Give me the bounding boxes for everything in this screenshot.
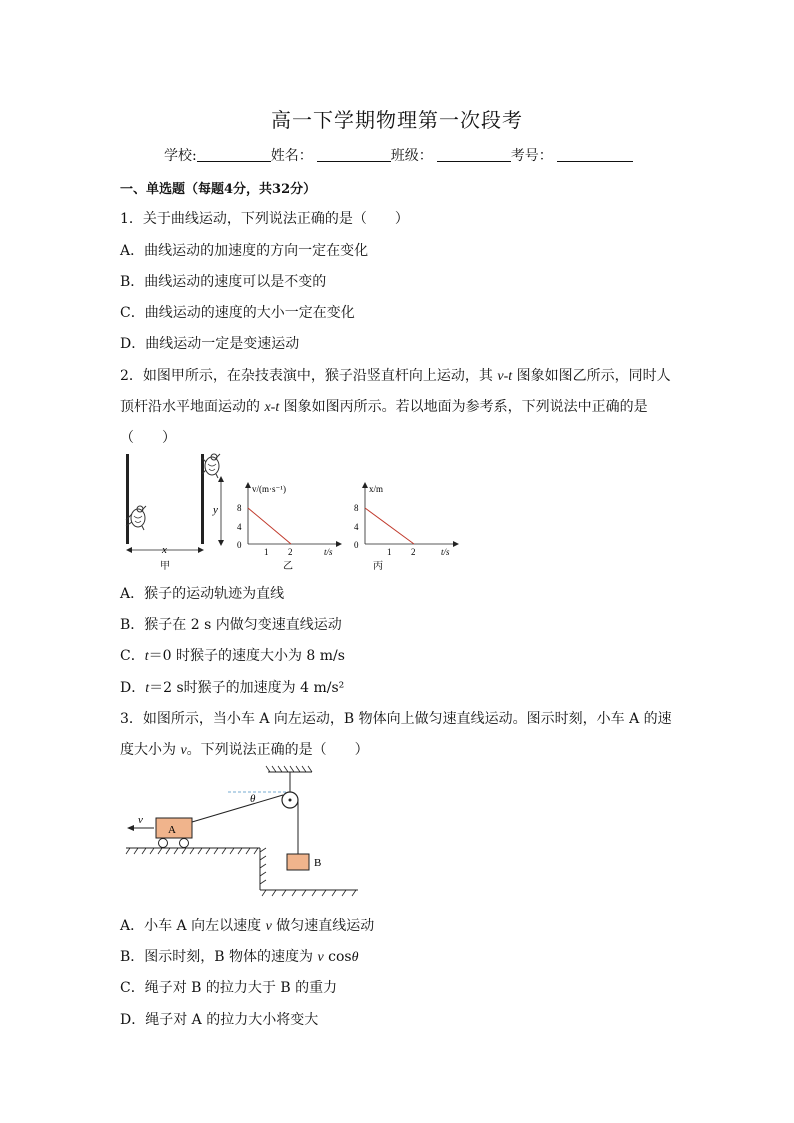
- theta-label: θ: [250, 793, 256, 805]
- bing-ylabel: x/m: [369, 484, 384, 494]
- yi-tick-0: 0: [237, 540, 242, 550]
- wheel-icon: [159, 839, 168, 848]
- q2-chart-yi: [228, 480, 348, 572]
- yi-tick-2: 2: [288, 547, 293, 557]
- label-y: y: [213, 504, 218, 516]
- caption-bing: 丙: [373, 561, 383, 572]
- caption-yi: 乙: [283, 561, 293, 572]
- theta-symbol: θ: [351, 950, 359, 965]
- caption-jia: 甲: [160, 561, 170, 572]
- q1-option-a: A．曲线运动的加速度的方向一定在变化: [120, 243, 369, 259]
- yi-ylabel: v/(m·s⁻¹): [252, 484, 286, 494]
- step-hatch: [260, 848, 266, 884]
- arrow-head: [245, 482, 251, 488]
- option-text: 做匀速直线运动: [271, 918, 375, 934]
- q2-stem-line2: [120, 396, 648, 416]
- class-label: 班级：: [390, 148, 433, 164]
- name-label: 姓名：: [270, 148, 313, 164]
- option-text: ＝2 s时猴子的加速度为 4 m/s²: [149, 680, 345, 696]
- option-text: ＝0 时猴子的速度大小为 8 m/s: [148, 648, 345, 664]
- label-v: v: [138, 814, 143, 826]
- option-text: C．: [120, 648, 145, 664]
- bing-tick-0: 0: [354, 540, 359, 550]
- option-text: A．小车 A 向左以速度: [120, 918, 266, 934]
- student-info-line: [164, 145, 633, 165]
- school-blank[interactable]: [197, 147, 271, 162]
- class-blank[interactable]: [437, 147, 511, 162]
- pole-left: [126, 454, 129, 544]
- q3-stem-line2: [120, 739, 369, 759]
- yi-tick-4: 4: [237, 522, 242, 532]
- option-text: cos: [323, 949, 352, 965]
- pole-right: [201, 454, 204, 544]
- pulley-axle: [289, 799, 292, 802]
- yi-xlabel: t/s: [324, 547, 333, 557]
- arrow-head: [336, 541, 342, 547]
- q3-stem-text: 度大小为: [120, 742, 181, 758]
- q3-stem-text: 。下列说法正确的是（ ）: [186, 742, 369, 758]
- q2-option-b: B．猴子在 2 s 内做匀变速直线运动: [120, 617, 342, 633]
- label-x: x: [162, 544, 167, 556]
- label-b: B: [314, 857, 322, 869]
- q2-chart-bing: [345, 480, 465, 572]
- q3-option-b: [120, 946, 359, 966]
- rope-to-a: [192, 795, 283, 822]
- label-a: A: [168, 824, 176, 836]
- bing-series-line: [365, 508, 414, 544]
- page-title: 高一下学期物理第一次段考: [271, 108, 523, 132]
- yi-tick-8: 8: [237, 503, 242, 513]
- wheel-icon: [180, 839, 189, 848]
- q2-xt-symbol: x-t: [264, 400, 280, 415]
- q1-stem: 1．关于曲线运动，下列说法正确的是（ ）: [120, 211, 409, 227]
- q3-option-a: [120, 915, 374, 935]
- q3-option-c: C．绳子对 B 的拉力大于 B 的重力: [120, 980, 338, 996]
- bing-tick-4: 4: [354, 522, 359, 532]
- monkey-icon: [202, 454, 220, 478]
- name-blank[interactable]: [317, 147, 391, 162]
- arrow-head: [218, 540, 224, 546]
- v-symbol: v: [180, 743, 187, 758]
- bing-tick-8: 8: [354, 503, 359, 513]
- q3-figure: [120, 762, 370, 902]
- arrow-head: [453, 541, 459, 547]
- section-heading: 一、单选题（每题4分，共32分）: [120, 182, 317, 197]
- v-symbol: v: [265, 919, 272, 934]
- bing-tick-2: 2: [411, 547, 416, 557]
- q2-stem-line1: [120, 365, 671, 385]
- t-symbol: t: [145, 681, 150, 696]
- option-text: B．图示时刻，B 物体的速度为: [120, 949, 318, 965]
- ceiling-hatch: [266, 766, 312, 772]
- q2-option-d: [120, 677, 344, 697]
- t-symbol: t: [144, 649, 149, 664]
- ground-hatch: [126, 848, 258, 854]
- q2-stem-text: 图象如图丙所示。若以地面为参考系，下列说法中正确的是: [279, 399, 648, 415]
- arrow-head: [362, 482, 368, 488]
- q2-figure-jia: [118, 450, 228, 575]
- arrow-head: [198, 547, 204, 553]
- q2-stem-text: 顶杆沿水平地面运动的: [120, 399, 265, 415]
- q2-vt-symbol: v-t: [497, 369, 513, 384]
- arrow-head: [127, 825, 134, 831]
- bing-tick-1: 1: [387, 547, 392, 557]
- q3-option-d: D．绳子对 A 的拉力大小将变大: [120, 1012, 319, 1028]
- v-symbol: v: [317, 950, 324, 965]
- q2-stem-text: 2．如图甲所示，在杂技表演中，猴子沿竖直杆向上运动，其: [120, 368, 498, 384]
- q2-option-c: [120, 645, 345, 665]
- option-text: D．: [120, 680, 146, 696]
- school-label: 学校:: [164, 148, 197, 164]
- exam-no-blank[interactable]: [557, 147, 633, 162]
- exam-no-label: 考号：: [510, 148, 553, 164]
- q3-stem-line1: 3．如图所示，当小车 A 向左运动，B 物体向上做匀速直线运动。图示时刻，小车 A 的速: [120, 711, 672, 727]
- arrow-head: [218, 476, 224, 482]
- arrow-head: [126, 547, 132, 553]
- yi-tick-1: 1: [264, 547, 269, 557]
- q1-option-d: D．曲线运动一定是变速运动: [120, 336, 300, 352]
- q2-stem-text: 图象如图乙所示，同时人: [512, 368, 671, 384]
- q2-stem-line3: （ ）: [120, 430, 176, 446]
- q1-option-c: C．曲线运动的速度的大小一定在变化: [120, 305, 355, 321]
- block-b: [287, 854, 309, 870]
- q2-option-a: A．猴子的运动轨迹为直线: [120, 586, 285, 602]
- q1-option-b: B．曲线运动的速度可以是不变的: [120, 274, 327, 290]
- lower-ground-hatch: [262, 890, 356, 896]
- bing-xlabel: t/s: [441, 547, 450, 557]
- yi-series-line: [248, 508, 291, 544]
